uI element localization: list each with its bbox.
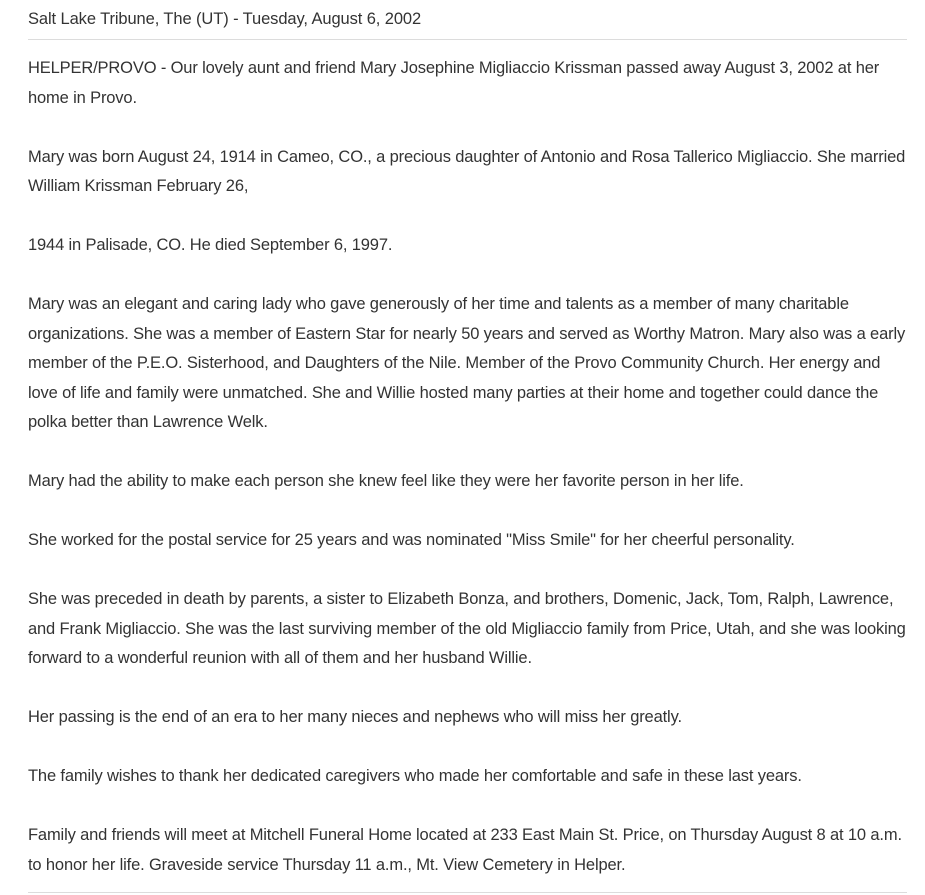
obituary-paragraph-family: She was preceded in death by parents, a sister to Elizabeth Bonza, and brothers, Domenic, Jack, Tom, Ralph, Lawrence, and Frank Migliaccio. She was the last surviving member of the old Migliaccio family from Price, Utah, and she was looking forward to a wonderful reunion with all of them and her husband Willie. bbox=[28, 590, 906, 667]
footer-divider bbox=[28, 892, 907, 893]
obituary-paragraph-birth: Mary was born August 24, 1914 in Cameo, CO., a precious daughter of Antonio and Rosa Tallerico Migliaccio. She married William Krissman February 26, bbox=[28, 147, 906, 195]
obituary-paragraph-career: She worked for the postal service for 25 years and was nominated "Miss Smile" for her cheerful personality. bbox=[28, 531, 795, 549]
obituary-paragraph-announcement: HELPER/PROVO - Our lovely aunt and friend Mary Josephine Migliaccio Krissman passed away August 3, 2002 at her home in Provo. bbox=[28, 59, 880, 107]
obituary-paragraph-thanks: The family wishes to thank her dedicated caregivers who made her comfortable and safe in these last years. bbox=[28, 767, 802, 785]
obituary-paragraph-life: Mary was an elegant and caring lady who gave generously of her time and talents as a member of many charitable organizations. She was a member of Eastern Star for nearly 50 years and served as Worthy Matron. Mary also was a early member of the P.E.O. Sisterhood, and Daughters of the Nile. Member of the Provo Community Church. Her energy and love of life and family were unmatched. She and Willie hosted many parties at their home and together could dance the polka better than Lawrence Welk. bbox=[28, 295, 906, 431]
obituary-paragraph-character: Mary had the ability to make each person she knew feel like they were her favorite person in her life. bbox=[28, 472, 744, 490]
publication-source-line: Salt Lake Tribune, The (UT) - Tuesday, August 6, 2002 bbox=[28, 10, 422, 28]
obituary-paragraph-legacy: Her passing is the end of an era to her many nieces and nephews who will miss her greatly. bbox=[28, 708, 682, 726]
obituary-paragraph-marriage-fragment: 1944 in Palisade, CO. He died September 6, 1997. bbox=[28, 236, 393, 254]
obituary-article bbox=[28, 0, 908, 893]
obituary-body bbox=[28, 40, 908, 880]
obituary-paragraph-services: Family and friends will meet at Mitchell Funeral Home located at 233 East Main St. Price, on Thursday August 8 at 10 a.m. to honor her life. Graveside service Thursday 11 a.m., Mt. View Cemetery in Helper. bbox=[28, 826, 902, 874]
